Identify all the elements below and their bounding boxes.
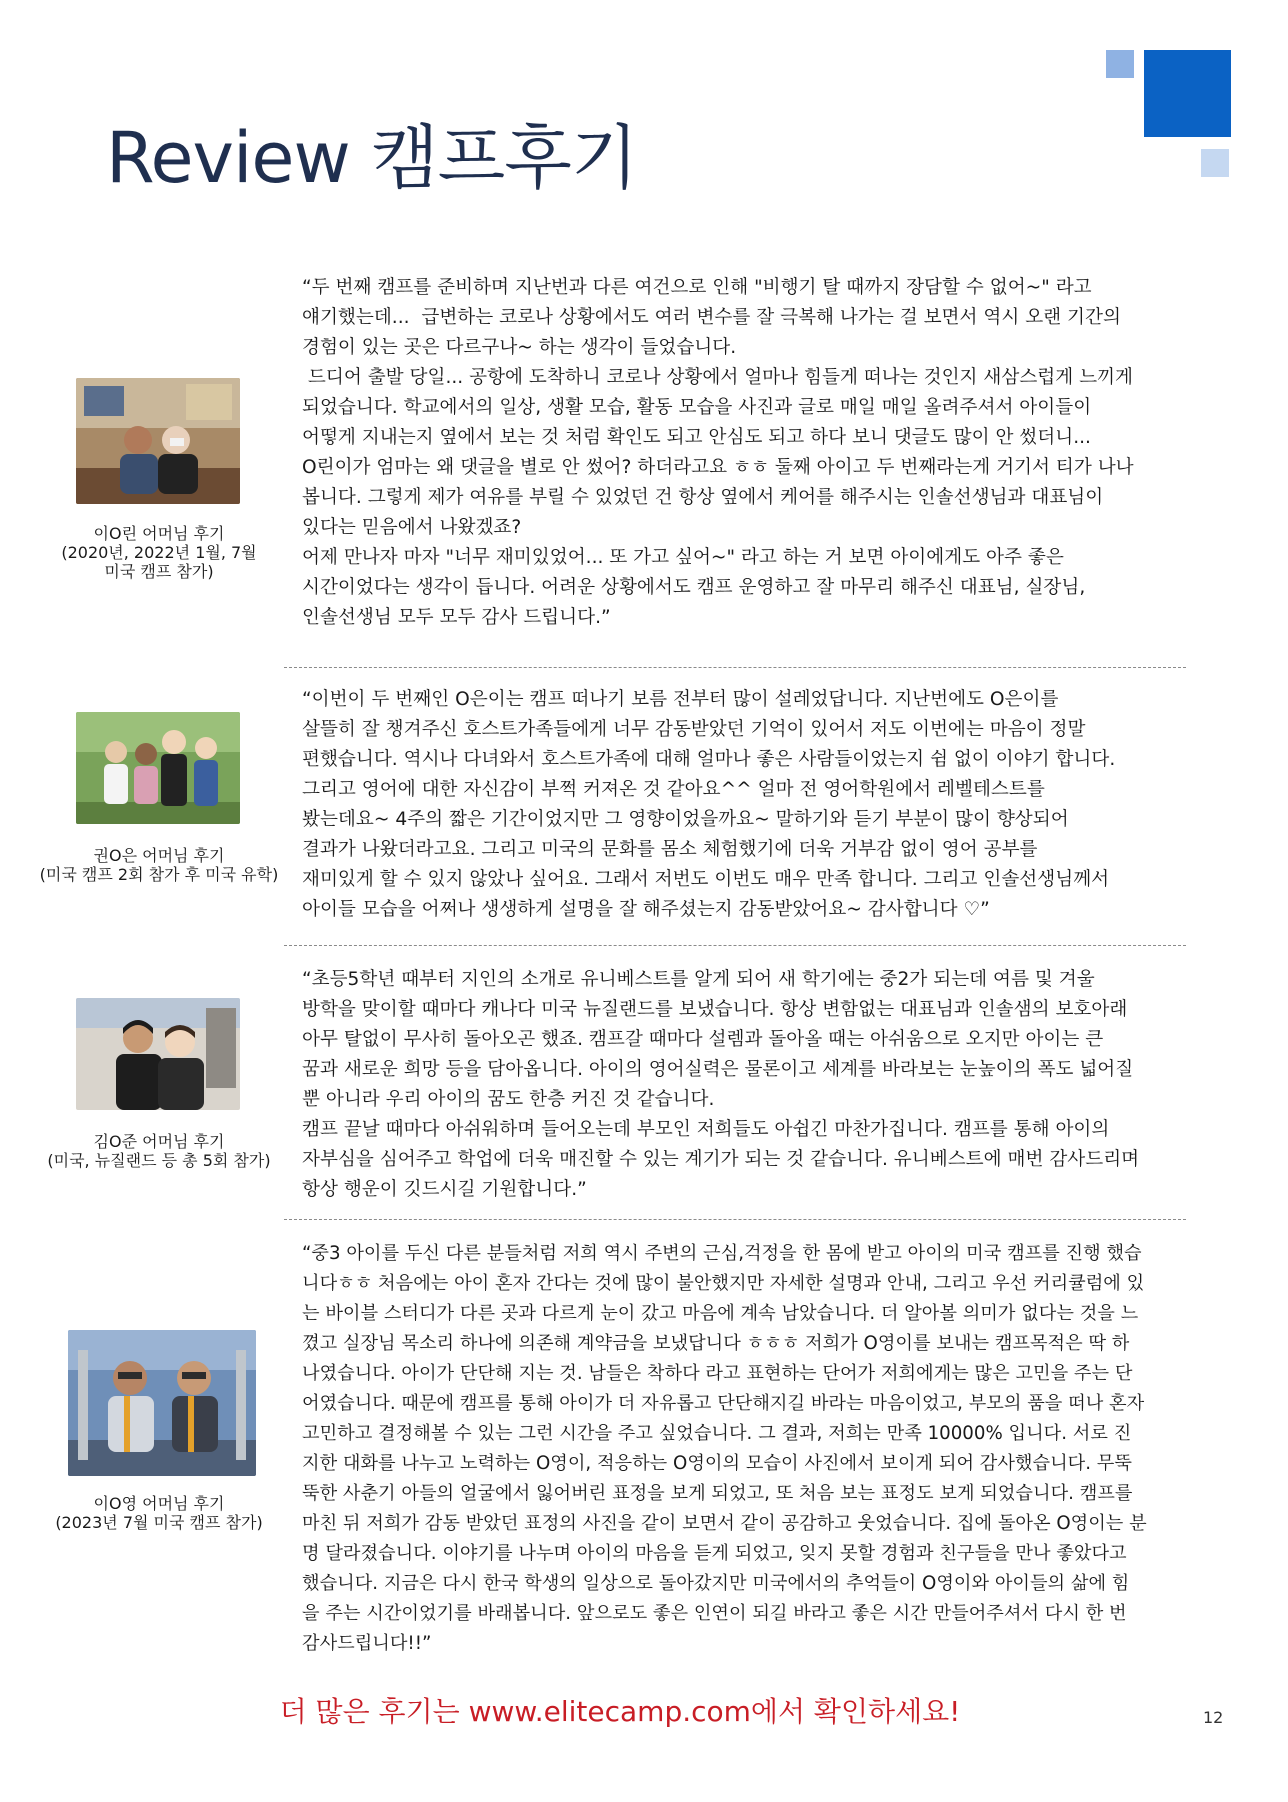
review-caption: 김O준 어머님 후기 (미국, 뉴질랜드 등 총 5회 참가) <box>47 1132 271 1170</box>
section-divider <box>284 1219 1186 1220</box>
decorative-square-large <box>1144 50 1231 137</box>
page-title: Review 캠프후기 <box>106 117 638 199</box>
footer-website-link[interactable]: 더 많은 후기는 www.elitecamp.com에서 확인하세요! <box>279 1695 961 1728</box>
review-text: “이번이 두 번째인 O은이는 캠프 떠나기 보름 전부터 많이 설레었답니다. 지난번에도 O은이를 살뜰히 잘 챙겨주신 호스트가족들에게 너무 감동받았던 기억이 있어서 저도 이번에는 마음이 정말 편했습니다. 역시나 다녀와서 호스트가족에 대해 얼마나 좋은 사람들이었는지 쉼 없이 이야기 합니다. 그리고 영어에 대한 자신감이 부쩍 커져온 것 같아요^^ 얼마 전 영어학원에서 레벨테스트를 봤는데요~ 4주의 짧은 기간이었지만 그 영향이었을까요~ 말하기와 듣기 부분이 많이 향상되어 결과가 나왔더라고요. 그리고 미국의 문화를 몸소 체험했기에 더욱 거부감 없이 영어 공부를 재미있게 할 수 있지 않았나 싶어요. 그래서 저번도 이번도 매우 만족 합니다. 그리고 인솔선생님께서 아이들 모습을 어쩌나 생생하게 설명을 잘 해주셨는지 감동받았어요~ 감사합니다 ♡” <box>302 689 1116 920</box>
review-caption: 이O영 어머님 후기 (2023년 7월 미국 캠프 참가) <box>55 1494 263 1532</box>
section-divider <box>284 945 1186 946</box>
page-number: 12 <box>1203 1708 1224 1727</box>
review-photo <box>76 998 240 1110</box>
review-caption: 권O은 어머님 후기 (미국 캠프 2회 참가 후 미국 유학) <box>39 846 279 884</box>
review-text: “중3 아이를 두신 다른 분들처럼 저희 역시 주변의 근심,걱정을 한 몸에 받고 아이의 미국 캠프를 진행 했습 니다ㅎㅎ 처음에는 아이 혼자 간다는 것에 많이 불안했지만 자세한 설명과 안내, 그리고 우선 커리큘럼에 있 는 바이블 스터디가 다른 곳과 다르게 눈이 갔고 마음에 계속 남았습니다. 더 알아볼 의미가 없다는 것을 느 꼈고 실장님 목소리 하나에 의존해 계약금을 보냈답니다 ㅎㅎㅎ 저희가 O영이를 보내는 캠프목적은 딱 하 나였습니다. 아이가 단단해 지는 것. 남들은 착하다 라고 표현하는 단어가 저희에게는 많은 고민을 주는 단 어였습니다. 때문에 캠프를 통해 아이가 더 자유롭고 단단해지길 바라는 마음이었고, 부모의 품을 떠나 혼자 고민하고 결정해볼 수 있는 그런 시간을 주고 싶었습니다. 그 결과, 저희는 만족 10000% 입니다. 서로 진 지한 대화를 나누고 노력하는 O영이, 적응하는 O영이의 모습이 사진에서 보이게 되어 감사했습니다. 무뚝 뚝한 사춘기 아들의 얼굴에서 잃어버린 표정을 보게 되었고, 또 처음 보는 표정도 보게 되었습니다. 캠프를 마친 뒤 저희가 감동 받았던 표정의 사진을 같이 보면서 같이 공감하고 웃었습니다. 집에 돌아온 O영이는 분 명 달라졌습니다. 이야기를 나누며 아이의 마음을 듣게 되었고, 잊지 못할 경험과 친구들을 만나 좋았다고 했습니다. 지금은 다시 한국 학생의 일상으로 돌아갔지만 미국에서의 추억들이 O영이와 아이들의 삶에 힘 을 주는 시간이었기를 바래봅니다. 앞으로도 좋은 인연이 되길 바라고 좋은 시간 만들어주셔서 다시 한 번 감사드립니다!!” <box>302 1243 1147 1654</box>
decorative-square-small <box>1201 149 1229 177</box>
review-photo <box>68 1330 256 1476</box>
decorative-square-small <box>1106 50 1134 78</box>
review-text: “초등5학년 때부터 지인의 소개로 유니베스트를 알게 되어 새 학기에는 중2가 되는데 여름 및 겨울 방학을 맞이할 때마다 캐나다 미국 뉴질랜드를 보냈습니다. 항상 변함없는 대표님과 인솔샘의 보호아래 아무 탈없이 무사히 돌아오곤 했죠. 캠프갈 때마다 설렘과 돌아올 때는 아쉬움으로 오지만 아이는 큰 꿈과 새로운 희망 등을 담아옵니다. 아이의 영어실력은 물론이고 세계를 바라보는 눈높이의 폭도 넓어질 뿐 아니라 우리 아이의 꿈도 한층 커진 것 같습니다. 캠프 끝날 때마다 아쉬워하며 들어오는데 부모인 저희들도 아쉽긴 마찬가집니다. 캠프를 통해 아이의 자부심을 심어주고 학업에 더욱 매진할 수 있는 계기가 되는 것 같습니다. 유니베스트에 매번 감사드리며 항상 행운이 깃드시길 기원합니다.” <box>302 969 1140 1200</box>
review-photo <box>76 378 240 504</box>
review-caption: 이O린 어머님 후기 (2020년, 2022년 1월, 7월 미국 캠프 참가) <box>61 524 257 581</box>
review-text: “두 번째 캠프를 준비하며 지난번과 다른 여건으로 인해 "비행기 탈 때까지 장담할 수 없어~" 라고 얘기했는데... 급변하는 코로나 상황에서도 여러 변수를 잘 극복해 나가는 걸 보면서 역시 오랜 기간의 경험이 있는 곳은 다르구나~ 하는 생각이 들었습니다. 드디어 출발 당일... 공항에 도착하니 코로나 상황에서 얼마나 힘들게 떠나는 것인지 새삼스럽게 느끼게 되었습니다. 학교에서의 일상, 생활 모습, 활동 모습을 사진과 글로 매일 매일 올려주셔서 아이들이 어떻게 지내는지 옆에서 보는 것 처럼 확인도 되고 안심도 되고 하다 보니 댓글도 많이 안 썼더니... O린이가 엄마는 왜 댓글을 별로 안 썼어? 하더라고요 ㅎㅎ 둘째 아이고 두 번째라는게 거기서 티가 나나 봅니다. 그렇게 제가 여유를 부릴 수 있었던 건 항상 옆에서 케어를 해주시는 인솔선생님과 대표님이 있다는 믿음에서 나왔겠죠? 어제 만나자 마자 "너무 재미있었어... 또 가고 싶어~" 라고 하는 거 보면 아이에게도 아주 좋은 시간이었다는 생각이 듭니다. 어려운 상황에서도 캠프 운영하고 잘 마무리 해주신 대표님, 실장님, 인솔선생님 모두 모두 감사 드립니다.” <box>302 277 1134 628</box>
section-divider <box>284 667 1186 668</box>
review-photo <box>76 712 240 824</box>
